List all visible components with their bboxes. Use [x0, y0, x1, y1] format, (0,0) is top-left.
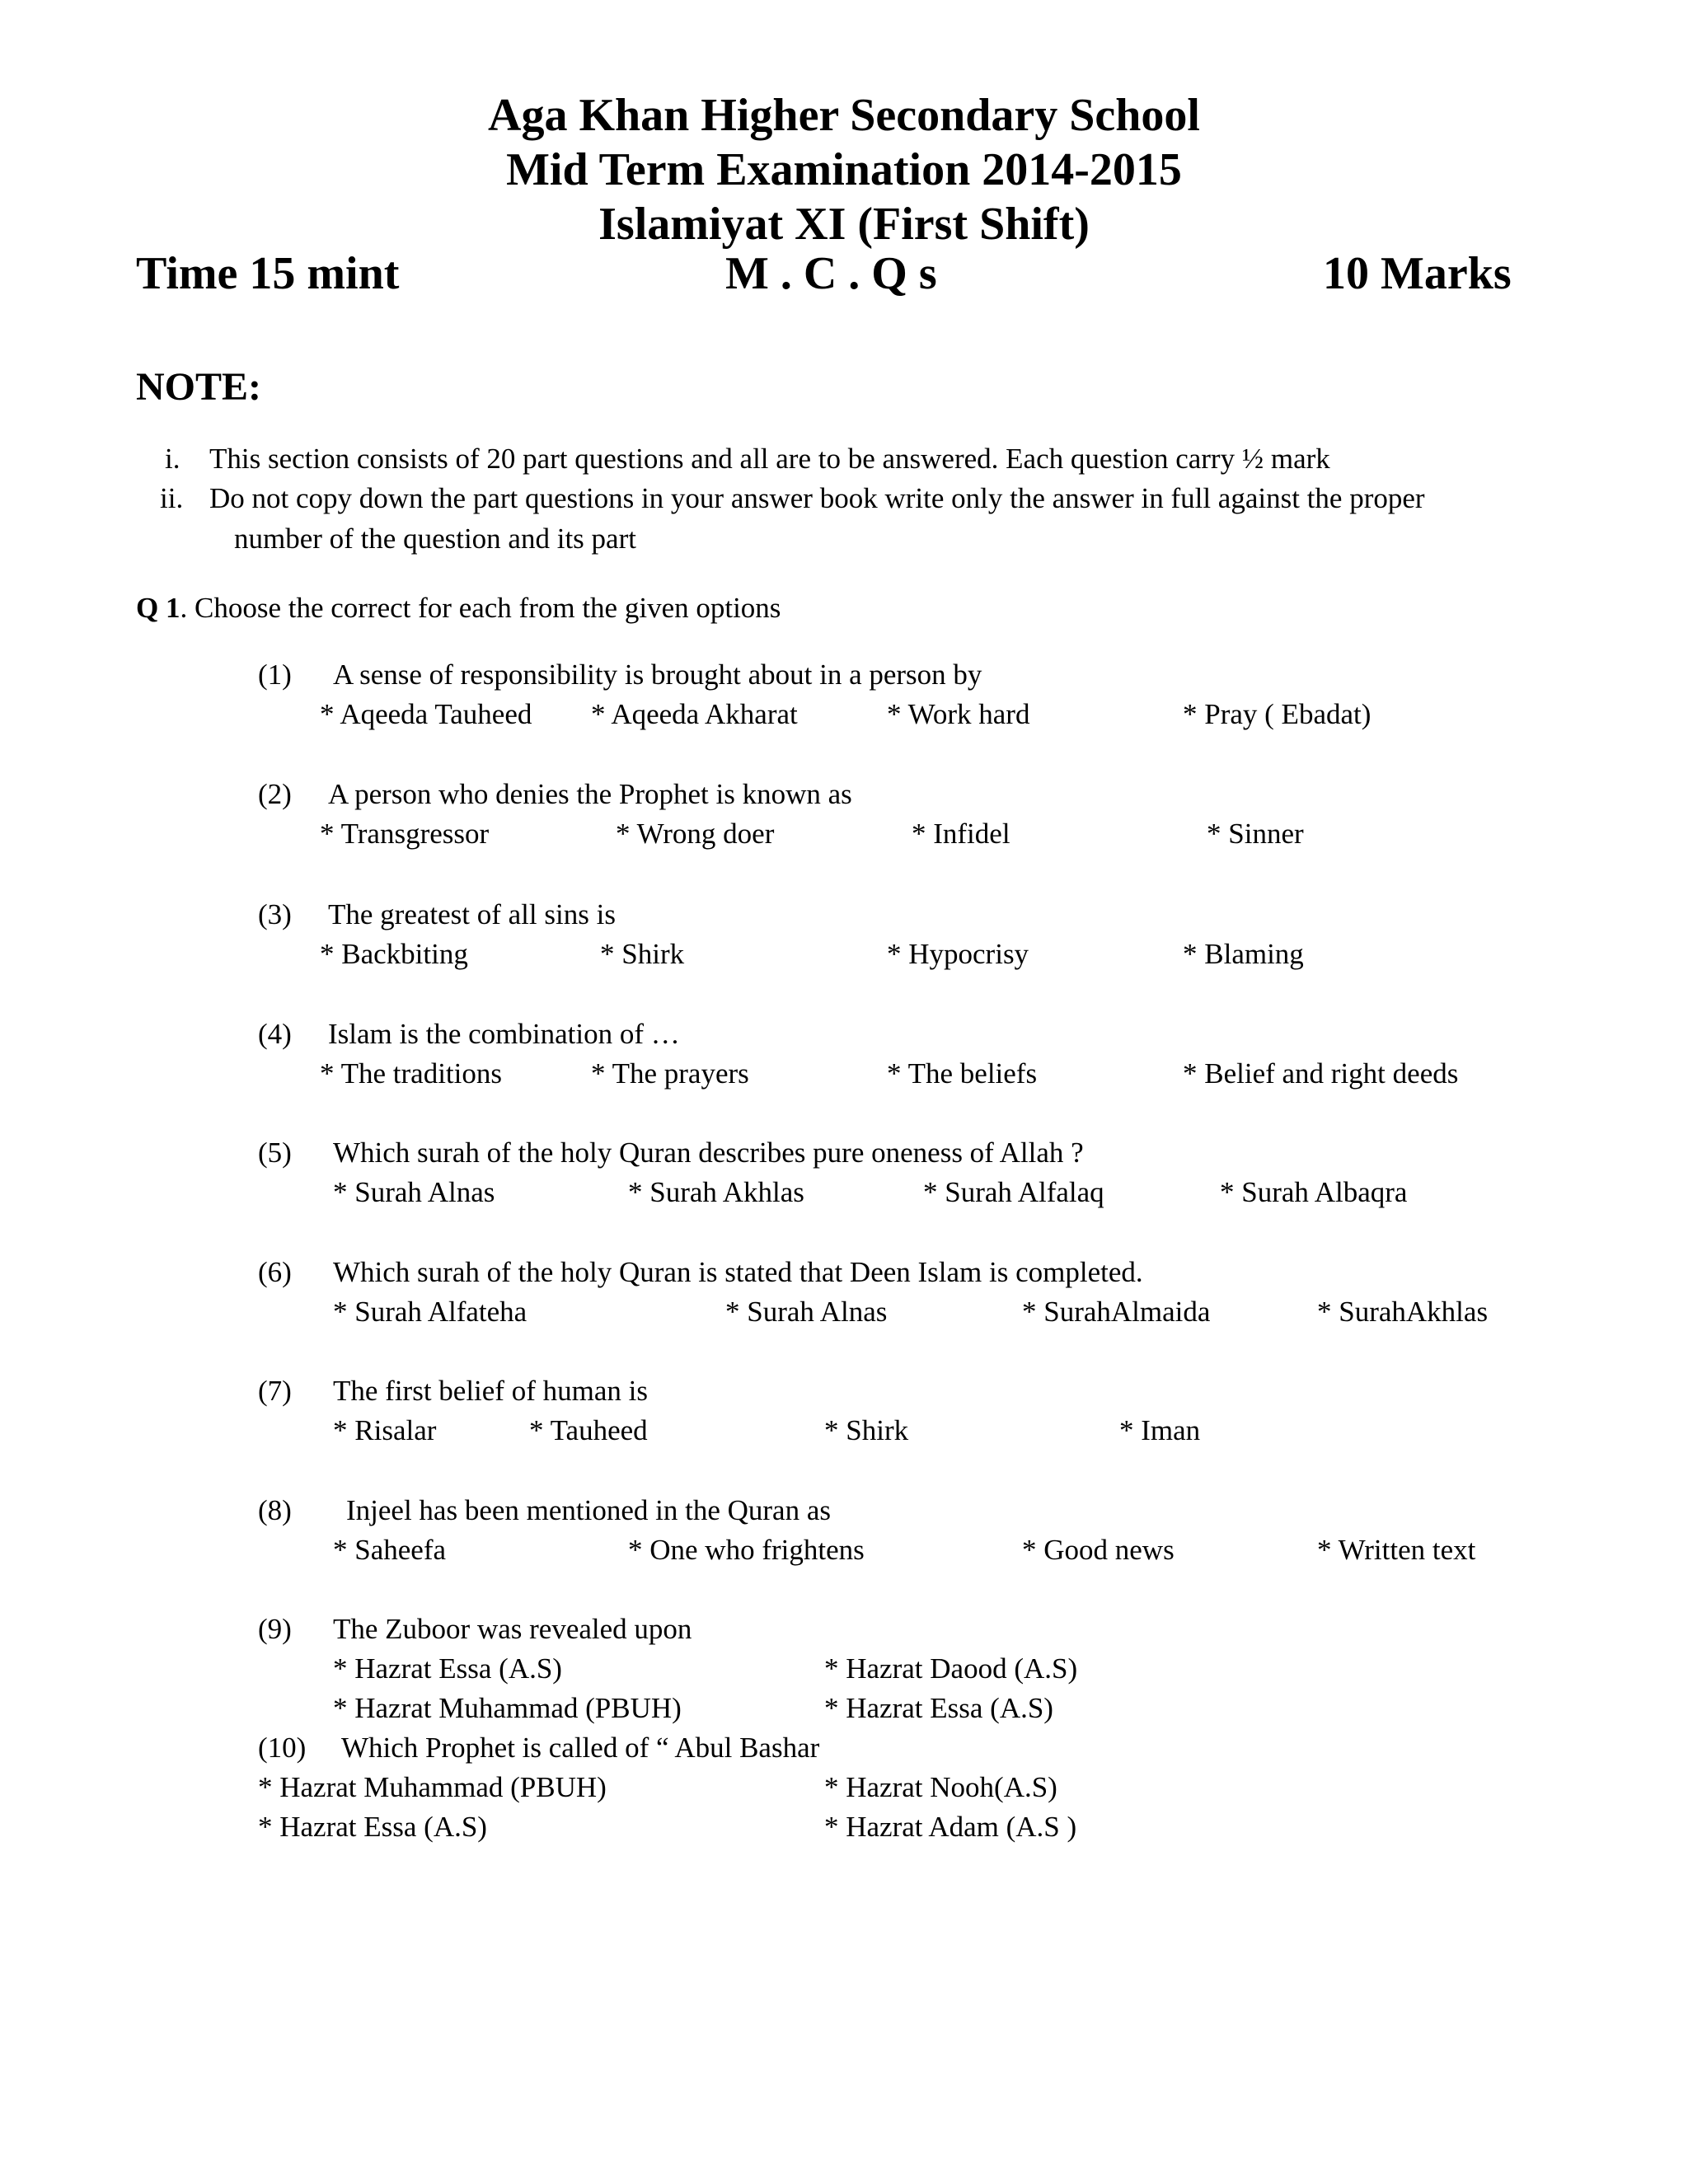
q1-instruction-line	[136, 590, 781, 626]
answer-option: * SurahAlmaida	[1022, 1296, 1211, 1328]
answer-option: * Backbiting	[320, 938, 468, 970]
answer-option: * Belief and right deeds	[1183, 1057, 1459, 1090]
answer-option: * Surah Alnas	[725, 1296, 888, 1328]
answer-option: * Hazrat Adam (A.S )	[824, 1811, 1077, 1843]
question-text: Islam is the combination of …	[328, 1018, 680, 1050]
answer-option: * Aqeeda Tauheed	[320, 698, 532, 730]
question-text: Which Prophet is called of “ Abul Bashar	[341, 1732, 820, 1764]
answer-option: * Saheefa	[333, 1534, 447, 1566]
answer-option: * Wrong doer	[616, 818, 775, 850]
question-text: A person who denies the Prophet is known as	[328, 778, 852, 810]
question-number: (5)	[258, 1137, 292, 1169]
answer-option: * The prayers	[591, 1057, 749, 1090]
answer-option: * Risalar	[333, 1414, 437, 1446]
answer-option: * Aqeeda Akharat	[591, 698, 798, 730]
answer-option: * Hazrat Essa (A.S)	[258, 1811, 487, 1843]
answer-option: * Written text	[1317, 1534, 1476, 1566]
answer-option: * SurahAkhlas	[1317, 1296, 1489, 1328]
answer-option: * Tauheed	[529, 1414, 648, 1446]
question-number: (9)	[258, 1613, 292, 1645]
answer-option: * Shirk	[600, 938, 685, 970]
answer-option: * Hazrat Muhammad (PBUH)	[258, 1771, 607, 1803]
question-number: (4)	[258, 1018, 292, 1050]
question-number: (10)	[258, 1732, 307, 1764]
question-text: The Zuboor was revealed upon	[333, 1613, 692, 1645]
question-text: Which surah of the holy Quran describes pure oneness of Allah ?	[333, 1137, 1084, 1169]
note-text-2: Do not copy down the part questions in your answer book write only the answer in full against the proper	[209, 482, 1425, 514]
answer-option: * Sinner	[1207, 818, 1304, 850]
school-name: Aga Khan Higher Secondary School	[488, 90, 1200, 141]
q1-instruction: . Choose the correct for each from the given options	[180, 592, 781, 624]
question-text: The greatest of all sins is	[328, 898, 616, 930]
note-heading: NOTE:	[136, 365, 262, 409]
answer-option: * Hazrat Daood (A.S)	[824, 1652, 1078, 1685]
answer-option: * Pray ( Ebadat)	[1183, 698, 1372, 730]
time-label: Time 15 mint	[136, 248, 400, 299]
answer-option: * Surah Alfateha	[333, 1296, 528, 1328]
answer-option: * Work hard	[887, 698, 1030, 730]
answer-option: * Transgressor	[320, 818, 490, 850]
answer-option: * Hazrat Essa (A.S)	[333, 1652, 562, 1685]
answer-option: * Shirk	[824, 1414, 909, 1446]
question-text: A sense of responsibility is brought about in a person by	[333, 658, 982, 691]
question-text: Which surah of the holy Quran is stated that Deen Islam is completed.	[333, 1256, 1143, 1288]
answer-option: * Good news	[1022, 1534, 1175, 1566]
answer-option: * Surah Alfalaq	[923, 1176, 1104, 1208]
question-number: (8)	[258, 1494, 292, 1526]
section-label: M . C . Q s	[725, 248, 937, 299]
answer-option: * The traditions	[320, 1057, 502, 1090]
question-number: (7)	[258, 1375, 292, 1407]
answer-option: * Hypocrisy	[887, 938, 1029, 970]
answer-option: * Iman	[1119, 1414, 1201, 1446]
question-number: (6)	[258, 1256, 292, 1288]
note-marker-1: i.	[165, 443, 181, 475]
answer-option: * One who frightens	[628, 1534, 865, 1566]
answer-option: * Infidel	[912, 818, 1010, 850]
answer-option: * Surah Alnas	[333, 1176, 495, 1208]
answer-option: * Hazrat Essa (A.S)	[824, 1692, 1053, 1724]
note-text-1: This section consists of 20 part questions and all are to be answered. Each question carry ½ mark	[209, 443, 1330, 475]
answer-option: * Hazrat Nooh(A.S)	[824, 1771, 1057, 1803]
question-number: (2)	[258, 778, 292, 810]
answer-option: * Blaming	[1183, 938, 1304, 970]
answer-option: * Surah Akhlas	[628, 1176, 804, 1208]
marks-label: 10 Marks	[1323, 248, 1512, 299]
subject-title: Islamiyat XI (First Shift)	[598, 199, 1090, 250]
question-number: (1)	[258, 658, 292, 691]
note-marker-2: ii.	[160, 482, 184, 514]
answer-option: * The beliefs	[887, 1057, 1038, 1090]
question-text: The first belief of human is	[333, 1375, 648, 1407]
q1-label: Q 1	[136, 592, 181, 624]
question-number: (3)	[258, 898, 292, 930]
question-text: Injeel has been mentioned in the Quran as	[346, 1494, 831, 1526]
note-text-2-continuation: number of the question and its part	[234, 523, 636, 555]
answer-option: * Surah Albaqra	[1220, 1176, 1408, 1208]
answer-option: * Hazrat Muhammad (PBUH)	[333, 1692, 682, 1724]
exam-title: Mid Term Examination 2014-2015	[506, 144, 1182, 195]
